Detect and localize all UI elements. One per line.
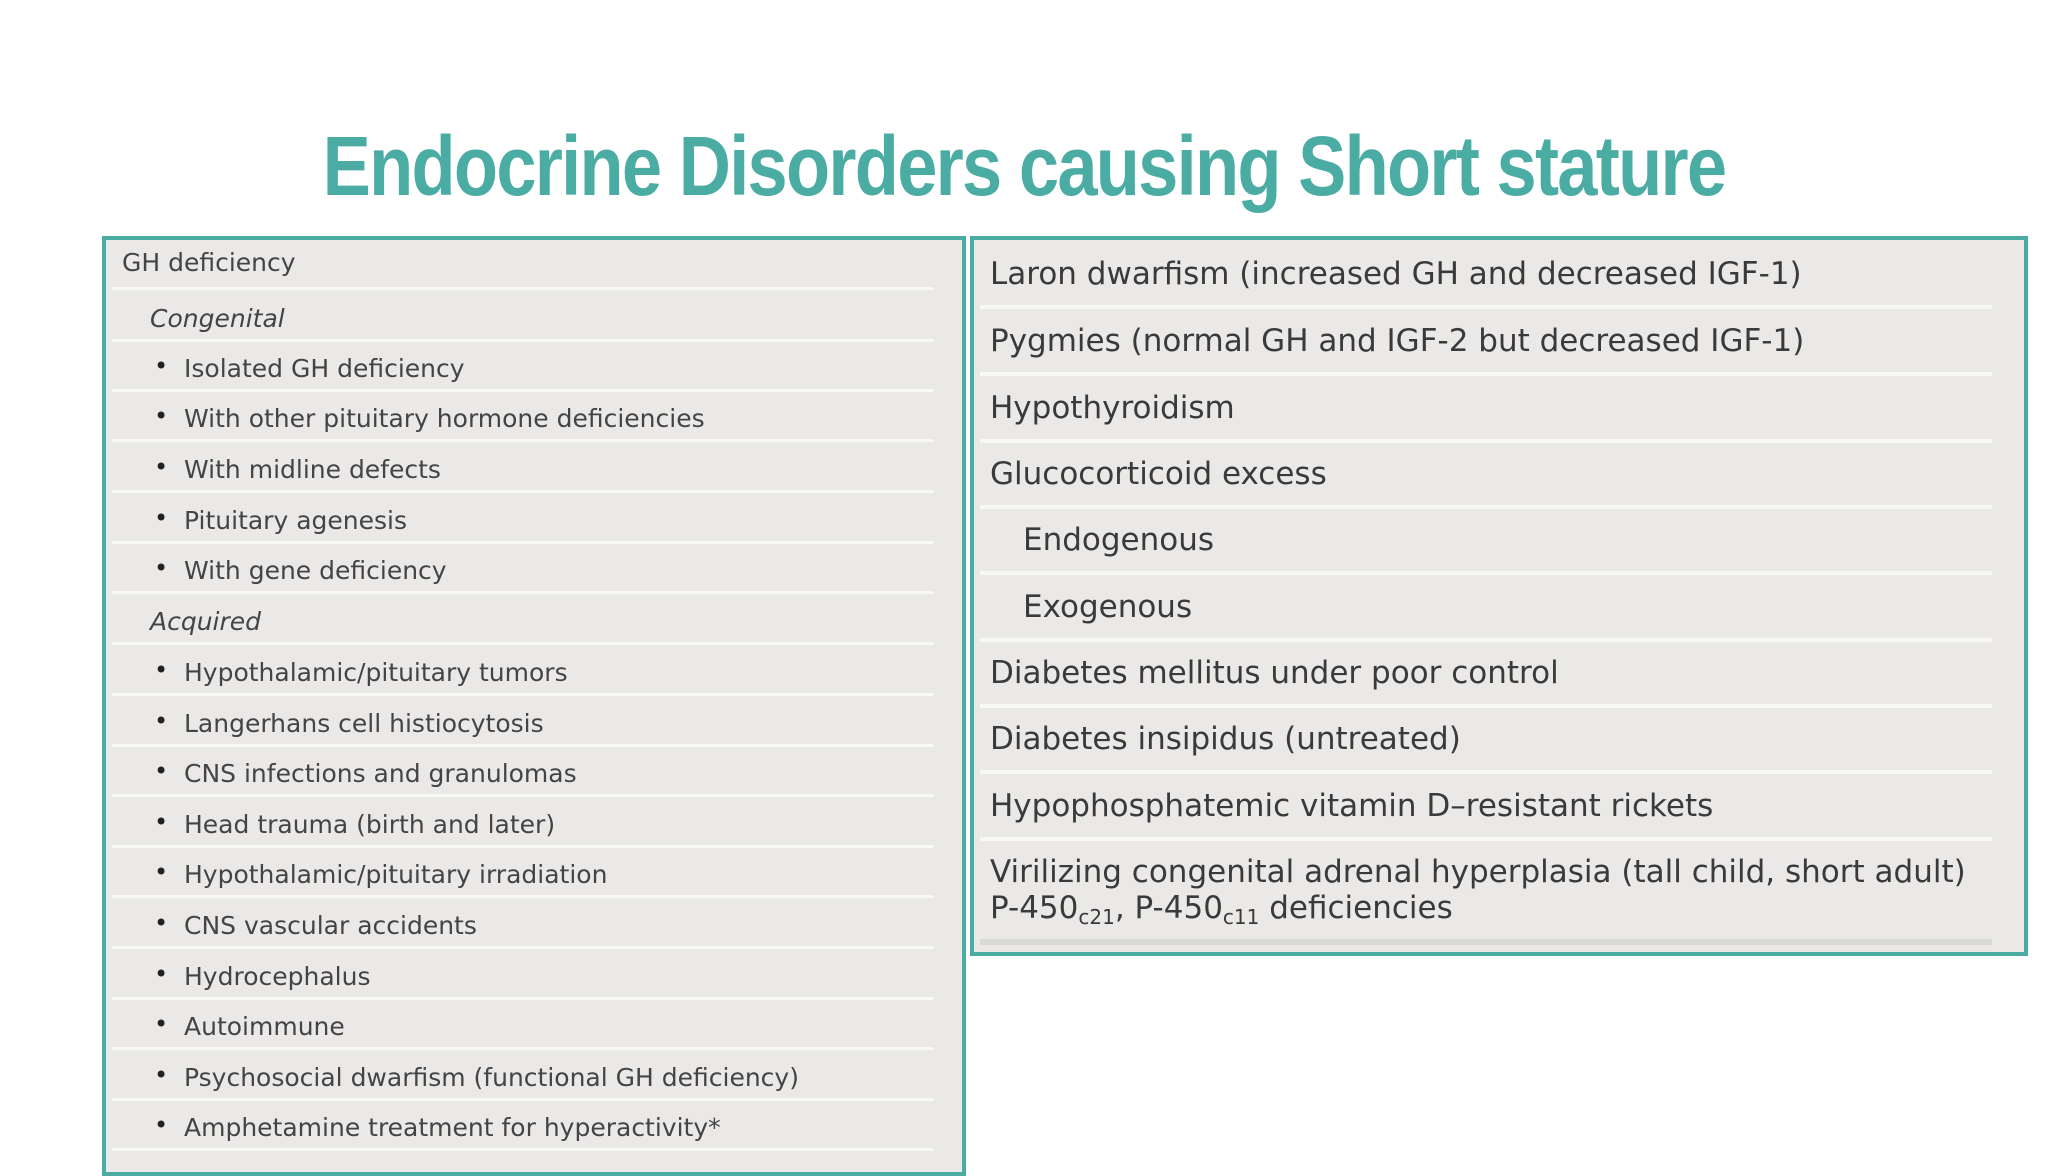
list-item: Hypothalamic/pituitary tumors	[184, 658, 568, 687]
list-item: Diabetes insipidus (untreated)	[990, 721, 1461, 757]
left-table-panel	[102, 236, 966, 1176]
list-item: With midline defects	[184, 455, 441, 484]
right-table-panel	[970, 236, 2028, 956]
list-item: Hypothalamic/pituitary irradiation	[184, 860, 608, 889]
table-row	[980, 376, 1992, 443]
table-row	[112, 1051, 934, 1101]
list-item: Pygmies (normal GH and IGF-2 but decreased IGF-1)	[990, 323, 1805, 359]
table-row	[112, 292, 934, 342]
bullet-icon: •	[154, 554, 169, 582]
table-row	[980, 242, 1992, 309]
table-row	[980, 442, 1992, 509]
list-item: Hypophosphatemic vitamin D–resistant rickets	[990, 788, 1714, 824]
bullet-icon: •	[154, 909, 169, 937]
list-item: Diabetes mellitus under poor control	[990, 655, 1559, 691]
table-row	[112, 646, 934, 696]
table-row	[112, 544, 934, 594]
p450-c21-label: P-450	[990, 890, 1079, 926]
bullet-icon: •	[154, 1111, 169, 1139]
table-row	[112, 1101, 934, 1151]
table-row	[980, 575, 1992, 642]
deficiencies-suffix: deficiencies	[1259, 890, 1453, 926]
list-item: CNS infections and granulomas	[184, 759, 577, 788]
table-row	[112, 443, 934, 493]
acquired-label: Acquired	[150, 607, 262, 636]
bullet-icon: •	[154, 453, 169, 481]
bullet-icon: •	[154, 656, 169, 684]
list-item: Endogenous	[1023, 522, 1215, 558]
table-row	[112, 392, 934, 442]
bullet-icon: •	[154, 1010, 169, 1038]
table-row	[112, 950, 934, 1000]
list-item: Glucocorticoid excess	[990, 456, 1327, 492]
list-item: Head trauma (birth and later)	[184, 810, 556, 839]
list-item: Exogenous	[1023, 589, 1193, 625]
list-item: Autoimmune	[184, 1012, 345, 1041]
c11-subscript: c11	[1222, 905, 1260, 929]
table-row	[980, 840, 1992, 945]
separator-text: ,	[1114, 890, 1135, 926]
list-item: Isolated GH deficiency	[184, 354, 465, 383]
table-row	[980, 641, 1992, 708]
table-row	[980, 508, 1992, 575]
table-row	[980, 774, 1992, 841]
list-item: Langerhans cell histiocytosis	[184, 709, 544, 738]
bullet-icon: •	[154, 960, 169, 988]
list-item: With gene deficiency	[184, 556, 447, 585]
table-row	[112, 240, 934, 290]
table-row	[112, 798, 934, 848]
congenital-label: Congenital	[150, 304, 285, 333]
bullet-icon: •	[154, 352, 169, 380]
table-row	[980, 309, 1992, 376]
table-row	[112, 697, 934, 747]
table-row	[112, 899, 934, 949]
list-item: Hypothyroidism	[990, 390, 1235, 426]
list-item: Virilizing congenital adrenal hyperplasia (tall child, short adult)	[990, 854, 1966, 890]
list-item: Psychosocial dwarfism (functional GH deficiency)	[184, 1063, 799, 1092]
c21-subscript: c21	[1078, 905, 1115, 929]
list-item: Amphetamine treatment for hyperactivity*	[184, 1113, 721, 1142]
table-row	[112, 848, 934, 898]
bullet-icon: •	[154, 858, 169, 886]
slide-title: Endocrine Disorders causing Short stature	[322, 119, 1726, 213]
bullet-icon: •	[154, 757, 169, 785]
table-row	[112, 342, 934, 392]
table-row	[980, 707, 1992, 774]
list-item: Laron dwarfism (increased GH and decreased IGF-1)	[990, 256, 1802, 292]
table-row	[112, 1000, 934, 1050]
table-row	[112, 747, 934, 797]
bullet-icon: •	[154, 402, 169, 430]
bullet-icon: •	[154, 808, 169, 836]
list-item: With other pituitary hormone deficiencies	[184, 404, 705, 433]
bullet-icon: •	[154, 504, 169, 532]
p450-deficiencies-line	[990, 890, 1453, 929]
bullet-icon: •	[154, 1061, 169, 1089]
list-item: Pituitary agenesis	[184, 506, 407, 535]
p450-c11-label: P-450	[1134, 890, 1223, 926]
gh-deficiency-heading: GH deficiency	[122, 248, 296, 277]
table-row	[112, 595, 934, 645]
list-item: Hydrocephalus	[184, 962, 371, 991]
table-row	[112, 494, 934, 544]
list-item: CNS vascular accidents	[184, 911, 477, 940]
bullet-icon: •	[154, 707, 169, 735]
